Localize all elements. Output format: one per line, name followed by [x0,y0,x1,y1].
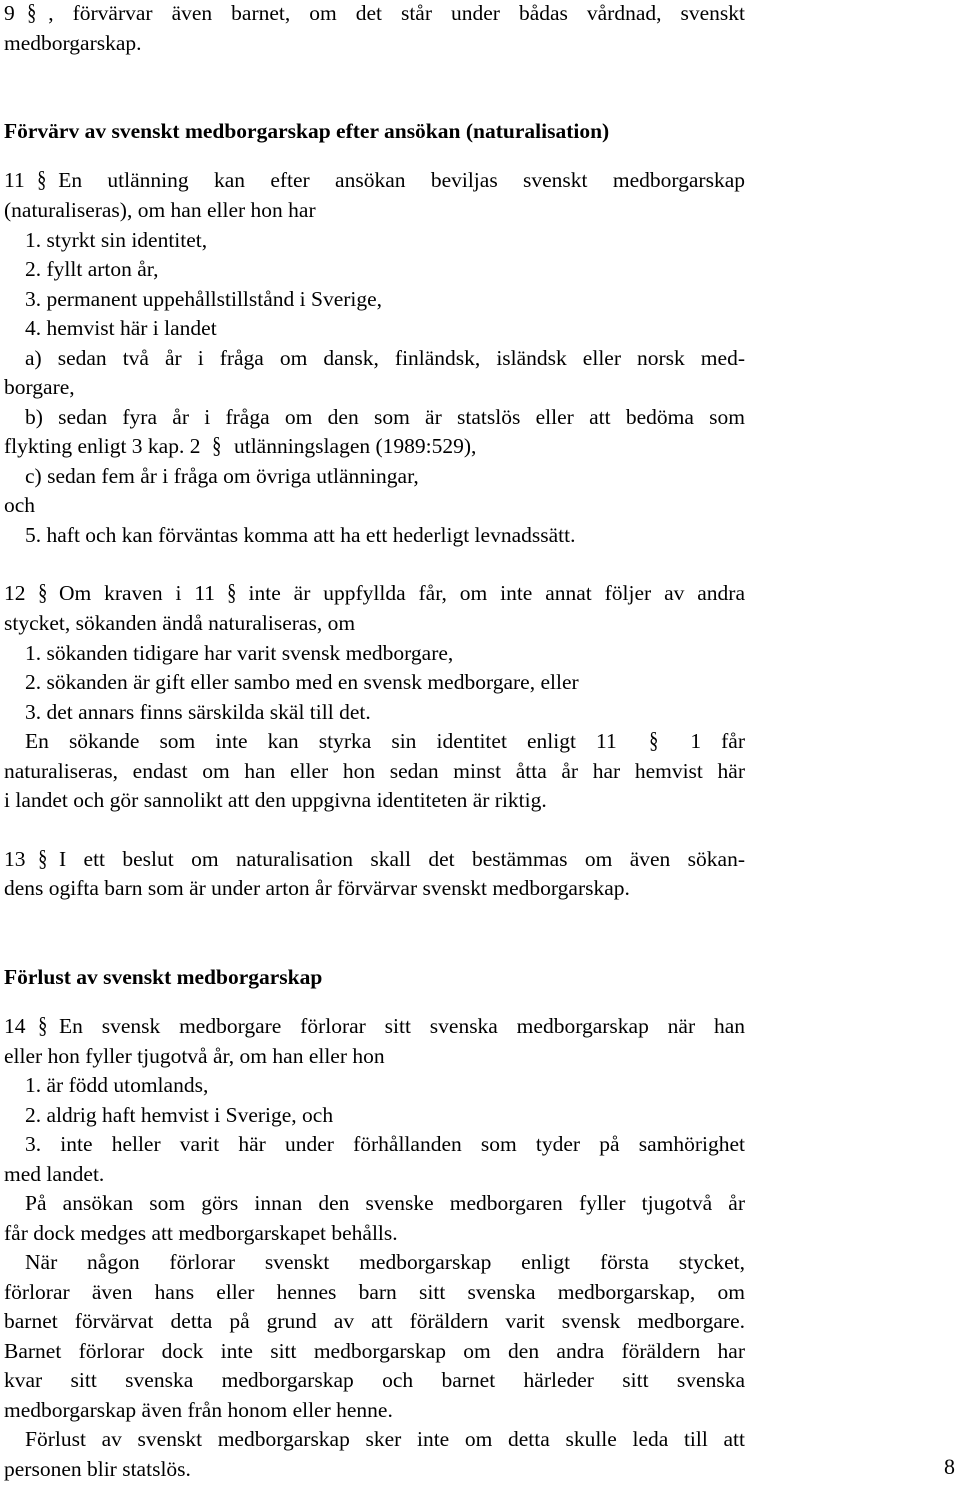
section-symbol: § [227,580,237,605]
section-symbol: § [37,846,47,871]
text-fragment: utlänningslagen (1989:529), [233,434,477,458]
text-line: naturaliseras, endast om han eller hon sedan minst åtta år har hemvist här [4,759,745,783]
section-symbol: § [26,0,37,25]
section-heading: Förlust av svenskt medborgarskap [4,965,323,989]
text-fragment: I ett beslut om naturalisation skall det bestämmas om även sökan- [59,847,745,871]
text-fragment: flykting enligt 3 kap. 2 [4,434,201,458]
section-symbol: § [36,167,47,192]
text-line: medborgarskap. [4,31,142,55]
list-item: 2. fyllt arton år, [25,257,159,281]
list-item: 3. det annars finns särskilda skäl till det. [25,700,371,724]
text-line: dens ogifta barn som är under arton år förvärvar svenskt medborgarskap. [4,876,630,900]
text-fragment: , förvärvar även barnet, om det står under bådas vårdnad, svenskt [48,1,745,25]
text-fragment: 1 får [690,729,745,753]
text-line [4,167,745,193]
list-item: c) sedan fem år i fråga om övriga utlänningar, [25,464,419,488]
text-line: kvar sitt svenska medborgarskap och barnet härleder sitt svenska [4,1368,745,1392]
list-item: 4. hemvist här i landet [25,316,217,340]
text-line: barnet förvärvat detta på grund av att föräldern varit svensk medborgare. [4,1309,745,1333]
text-line: får dock medges att medborgarskapet behålls. [4,1221,398,1245]
section-number: 11 [4,168,25,192]
list-item: 1. styrkt sin identitet, [25,228,208,252]
text-line: personen blir statslös. [4,1457,191,1481]
text-line: När någon förlorar svenskt medborgarskap enligt första stycket, [25,1250,745,1274]
list-item: 3. permanent uppehållstillstånd i Sverige, [25,287,383,311]
list-item: 1. är född utomlands, [25,1073,209,1097]
list-item: b) sedan fyra år i fråga om den som är statslös eller att bedöma som [25,405,745,429]
text-line: medborgarskap även från honom eller henne. [4,1398,393,1422]
list-item: 2. sökanden är gift eller sambo med en svensk medborgare, eller [25,670,579,694]
text-line: (naturaliseras), om han eller hon har [4,198,316,222]
text-line: i landet och gör sannolikt att den uppgivna identiteten är riktig. [4,788,547,812]
list-item: 5. haft och kan förväntas komma att ha ett hederligt levnadssätt. [25,523,576,547]
text-line: stycket, sökanden ändå naturaliseras, om [4,611,356,635]
text-line [25,728,745,754]
list-item: 3. inte heller varit här under förhållanden som tyder på samhörighet [25,1132,745,1156]
text-fragment: Om kraven i 11 [59,581,216,605]
text-line: med landet. [4,1162,105,1186]
section-number: 14 [4,1014,26,1038]
text-line: På ansökan som görs innan den svenske medborgaren fyller tjugotvå år [25,1191,745,1215]
text-line [4,1013,745,1039]
list-item: a) sedan två år i fråga om dansk, finländsk, isländsk eller norsk med- [25,346,745,370]
text-line [4,580,745,606]
section-number: 13 [4,847,26,871]
page-number: 8 [944,1454,955,1479]
section-symbol: § [37,580,47,605]
text-line: och [4,493,36,517]
list-item: 1. sökanden tidigare har varit svensk medborgare, [25,641,454,665]
text-line: Förlust av svenskt medborgarskap sker inte om detta skulle leda till att [25,1427,745,1451]
text-line: borgare, [4,375,75,399]
text-fragment: En svensk medborgare förlorar sitt svenska medborgarskap när han [59,1014,745,1038]
text-line [4,433,476,459]
text-fragment: inte är uppfyllda får, om inte annat följer av andra [248,581,745,605]
section-symbol: § [648,728,659,753]
section-number: 12 [4,581,26,605]
section-symbol: § [212,433,222,458]
section-number: 9 [4,1,15,25]
text-line: Barnet förlorar dock inte sitt medborgarskap om den andra föräldern har [4,1339,745,1363]
text-line [4,846,745,872]
text-line [4,0,745,26]
text-line: förlorar även hans eller hennes barn sitt svenska medborgarskap, om [4,1280,745,1304]
text-fragment: En utlänning kan efter ansökan beviljas svenskt medborgarskap [58,168,745,192]
list-item: 2. aldrig haft hemvist i Sverige, och [25,1103,334,1127]
text-fragment: En sökande som inte kan styrka sin identitet enligt 11 [25,729,617,753]
text-line: eller hon fyller tjugotvå år, om han eller hon [4,1044,385,1068]
section-heading: Förvärv av svenskt medborgarskap efter ansökan (naturalisation) [4,119,610,143]
section-symbol: § [37,1013,47,1038]
